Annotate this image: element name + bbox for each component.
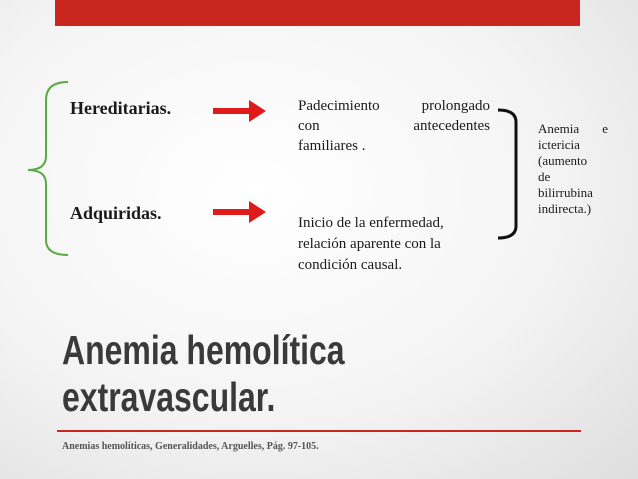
description-line: Inicio de la enfermedad, [298,215,444,231]
description-line: condición causal. [298,257,403,273]
description-line: Padecimiento prolongado [298,98,490,114]
note-line: ictericia [538,137,580,152]
note-line: de [538,169,551,184]
title-line: extravascular. [62,374,276,420]
hereditarias-description [298,96,490,156]
description-line: con antecedentes [298,118,490,134]
right-arrow-icon [213,100,266,122]
title-divider [57,430,581,432]
description-line: relación aparente con la [298,236,441,252]
right-bracket-icon [498,110,516,238]
note-line: Anemia e [538,121,608,136]
slide-title [62,327,345,421]
title-line: Anemia hemolítica [62,327,345,373]
note-line: bilirrubina [538,185,593,200]
result-note [538,121,608,217]
note-line: indirecta.) [538,201,592,216]
adquiridas-label: Adquiridas. [70,203,162,223]
left-curly-brace-icon [28,82,68,255]
note-line: (aumento [538,153,588,168]
hereditarias-label: Hereditarias. [70,98,172,118]
description-line: familiares . [298,138,366,154]
right-arrow-icon [213,201,266,223]
citation-text: Anemias hemolíticas, Generalidades, Arguelles, Pág. 97-105. [62,441,319,452]
adquiridas-description [298,213,498,276]
